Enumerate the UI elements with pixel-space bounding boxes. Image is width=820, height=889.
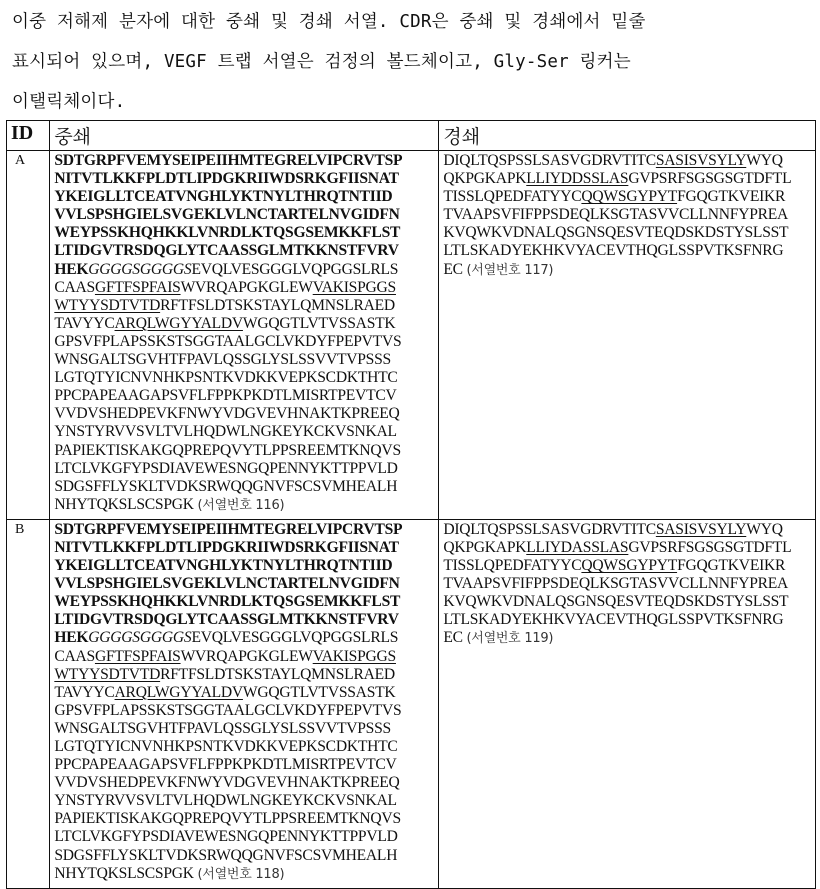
seq-id-label: (서열번호 116): [197, 497, 285, 513]
vegf-trap-line: LTIDGVTRSDQGLYTCAASSGLMTKKNSTFVRV: [54, 242, 399, 260]
sequence-segment: WGQGTLVTVSSASTK: [242, 683, 396, 701]
header-heavy-chain: 중쇄: [50, 121, 439, 151]
sequence-line: SDGSFFLYSKLTVDKSRWQQGNVFSCSVMHEALH: [54, 477, 398, 495]
sequence-segment: RFTFSLDTSKSTAYLQMNSLRAED: [160, 665, 395, 683]
sequence-segment: DIQLTQSPSSLSASVGDRVTITC: [443, 152, 656, 169]
sequence-line: [54, 297, 434, 315]
sequence-line: [54, 648, 434, 666]
vegf-trap-line: NITVTLKKFPLDTLIPDGKRIIWDSRKGFIISNAT: [54, 170, 399, 188]
light-chain-cell: [439, 519, 816, 888]
vegf-trap-line: WEYPSSKHQHKKLVNRDLKTQSGSEMKKFLST: [54, 593, 401, 611]
sequence-line: [443, 539, 811, 557]
sequence-segment: EC: [443, 260, 463, 278]
vegf-trap-line: SDTGRPFVEMYSEIPEIIHMTEGRELVIPCRVTSP: [54, 152, 403, 169]
sequence-line: LGTQTYICNVNHKPSNTKVDKKVEPKSCDKTHTC: [54, 738, 398, 755]
heavy-chain-sequence: [54, 151, 434, 519]
heavy-chain-cell: [50, 519, 439, 888]
cdr-l3: QQWSGYPYT: [581, 557, 678, 575]
sequence-line: [54, 315, 434, 333]
cdr-h3: ARQLWGYYALDV: [114, 683, 243, 701]
sequence-line: PAPIEKTISKAKGQPREPQVYTLPPSREEMTKNQVS: [54, 810, 401, 828]
sequence-segment: RFTFSLDTSKSTAYLQMNSLRAED: [160, 296, 395, 314]
caption-line-3: 이탤릭체이다.: [12, 92, 126, 112]
sequence-segment: QKPGKAPK: [443, 538, 527, 556]
vegf-trap-line: LTIDGVTRSDQGLYTCAASSGLMTKKNSTFVRV: [54, 611, 399, 629]
sequence-segment: WYQ: [746, 520, 783, 538]
light-chain-sequence: [443, 520, 811, 653]
vegf-trap-line: YKEIGLLTCEATVNGHLYKTNYLTHRQTNTIID: [54, 188, 393, 206]
cdr-h1: GFTFSPFAIS: [94, 647, 181, 665]
sequence-line: [443, 557, 811, 575]
gly-ser-linker: GGGGSGGGGS: [88, 260, 192, 278]
row-id: B: [7, 519, 50, 888]
sequence-segment: GVPSRFSGSGSGTDFTL: [628, 170, 792, 188]
sequence-segment: QKPGKAPK: [443, 170, 527, 188]
light-chain-sequence: [443, 151, 811, 284]
vegf-trap-line: WEYPSSKHQHKKLVNRDLKTQSGSEMKKFLST: [54, 224, 401, 242]
sequence-segment: TISSLQPEDFATYYC: [443, 188, 582, 206]
sequence-line: [54, 629, 434, 647]
vegf-trap-line: YKEIGLLTCEATVNGHLYKTNYLTHRQTNTIID: [54, 557, 393, 575]
cdr-h2: WTYYSDTVTD: [54, 296, 161, 314]
sequence-segment: FGQGTKVEIKR: [677, 557, 786, 575]
sequence-line: PPCPAPEAAGAPSVFLFPPKPKDTLMISRTPEVTCV: [54, 756, 397, 774]
cdr-h1: GFTFSPFAIS: [94, 278, 181, 296]
sequence-table: [6, 120, 816, 889]
sequence-line: KVQWKVDNALQSGNSQESVTEQDSKDSTYSLSST: [443, 224, 789, 242]
sequence-line: LGTQTYICNVNHKPSNTKVDKKVEPKSCDKTHTC: [54, 369, 398, 387]
vegf-trap-segment: HEK: [54, 629, 89, 647]
sequence-segment: WVRQAPGKGLEW: [180, 647, 313, 665]
seq-id-label: (서열번호 118): [197, 866, 285, 882]
sequence-line: LTCLVKGFYPSDIAVEWESNGQPENNYKTTPPVLD: [54, 459, 398, 477]
caption-line-2: 표시되어 있으며, VEGF 트랩 서열은 검정의 볼드체이고, Gly-Ser 링커는: [12, 52, 631, 72]
sequence-line: [443, 170, 811, 188]
sequence-line: LTCLVKGFYPSDIAVEWESNGQPENNYKTTPPVLD: [54, 828, 398, 846]
sequence-line: VVDVSHEDPEVKFNWYVDGVEVHNAKTKPREEQ: [54, 405, 400, 423]
heavy-chain-sequence: [54, 520, 434, 888]
vegf-trap-line: NITVTLKKFPLDTLIPDGKRIIWDSRKGFIISNAT: [54, 538, 399, 556]
sequence-segment: NHYTQKSLSCSPGK: [54, 864, 194, 882]
sequence-segment: FGQGTKVEIKR: [677, 188, 786, 206]
sequence-line: KVQWKVDNALQSGNSQESVTEQDSKDSTYSLSST: [443, 593, 789, 611]
vegf-trap-line: VVLSPSHGIELSVGEKLVLNCTARTELNVGIDFN: [54, 575, 400, 593]
sequence-line: PAPIEKTISKAKGQPREPQVYTLPPSREEMTKNQVS: [54, 441, 401, 459]
sequence-segment: GVPSRFSGSGSGTDFTL: [628, 538, 792, 556]
caption-line-1: 이중 저해제 분자에 대한 중쇄 및 경쇄 서열. CDR은 중쇄 및 경쇄에서 밑줄: [12, 12, 646, 32]
sequence-segment: WGQGTLVTVSSASTK: [242, 314, 396, 332]
sequence-line: [54, 261, 434, 279]
sequence-line: WNSGALTSGVHTFPAVLQSSGLYSLSSVVTVPSSS: [54, 719, 391, 737]
sequence-line: YNSTYRVVSVLTVLHQDWLNGKEYKCKVSNKAL: [54, 423, 397, 441]
sequence-segment: CAAS: [54, 647, 95, 665]
sequence-line: SDGSFFLYSKLTVDKSRWQQGNVFSCSVMHEALH: [54, 846, 398, 864]
sequence-line: VVDVSHEDPEVKFNWYVDGVEVHNAKTKPREEQ: [54, 774, 400, 792]
cdr-l1: SASISVSYLY: [655, 520, 747, 538]
cdr-l3: QQWSGYPYT: [581, 188, 678, 206]
cdr-h2: WTYYSDTVTD: [54, 665, 161, 683]
sequence-segment: TAVYYC: [54, 683, 115, 701]
sequence-segment: EVQLVESGGGLVQPGGSLRLS: [191, 260, 399, 278]
seq-id-label: (서열번호 119): [466, 631, 554, 647]
sequence-segment: WVRQAPGKGLEW: [180, 278, 313, 296]
table-row: [7, 151, 816, 520]
heavy-chain-cell: [50, 151, 439, 520]
sequence-line: [54, 666, 434, 684]
vegf-trap-segment: HEK: [54, 260, 89, 278]
sequence-line: GPSVFPLAPSSKSTSGGTAALGCLVKDYFPEPVTVS: [54, 332, 402, 350]
sequence-segment: DIQLTQSPSSLSASVGDRVTITC: [443, 520, 656, 538]
vegf-trap-line: SDTGRPFVEMYSEIPEIIHMTEGRELVIPCRVTSP: [54, 520, 403, 538]
cdr-l2: LLIYDASSLAS: [526, 538, 629, 556]
sequence-line: TVAAPSVFIFPPSDEQLKSGTASVVCLLNNFYPREA: [443, 206, 789, 224]
sequence-line: YNSTYRVVSVLTVLHQDWLNGKEYKCKVSNKAL: [54, 792, 397, 810]
header-id: ID: [7, 121, 50, 151]
light-chain-cell: [439, 151, 816, 520]
sequence-line: [54, 496, 434, 515]
cdr-h2: VAKISPGGS: [312, 278, 396, 296]
sequence-line: [54, 279, 434, 297]
sequence-segment: NHYTQKSLSCSPGK: [54, 495, 194, 513]
table-header-row: [7, 121, 816, 151]
row-id: A: [7, 151, 50, 520]
sequence-line: PPCPAPEAAGAPSVFLFPPKPKDTLMISRTPEVTCV: [54, 387, 397, 405]
sequence-line: [443, 261, 811, 280]
cdr-h2: VAKISPGGS: [312, 647, 396, 665]
sequence-line: [443, 188, 811, 206]
sequence-line: [443, 152, 811, 170]
seq-id-label: (서열번호 117): [466, 262, 554, 278]
cdr-l1: SASISVSYLY: [655, 152, 747, 169]
sequence-segment: TAVYYC: [54, 314, 115, 332]
sequence-line: WNSGALTSGVHTFPAVLQSSGLYSLSSVVTVPSSS: [54, 351, 391, 369]
cdr-h3: ARQLWGYYALDV: [114, 314, 243, 332]
sequence-segment: WYQ: [746, 152, 783, 169]
gly-ser-linker: GGGGSGGGGS: [88, 629, 192, 647]
sequence-line: [443, 629, 811, 648]
sequence-segment: EVQLVESGGGLVQPGGSLRLS: [191, 629, 399, 647]
sequence-segment: EC: [443, 629, 463, 647]
sequence-line: [443, 521, 811, 539]
table-caption: [12, 2, 812, 122]
vegf-trap-line: VVLSPSHGIELSVGEKLVLNCTARTELNVGIDFN: [54, 206, 400, 224]
sequence-line: LTLSKADYEKHKVYACEVTHQGLSSPVTKSFNRG: [443, 611, 784, 629]
sequence-line: [54, 865, 434, 884]
sequence-line: GPSVFPLAPSSKSTSGGTAALGCLVKDYFPEPVTVS: [54, 701, 402, 719]
sequence-segment: CAAS: [54, 278, 95, 296]
sequence-line: LTLSKADYEKHKVYACEVTHQGLSSPVTKSFNRG: [443, 242, 784, 260]
cdr-l2: LLIYDDSSLAS: [526, 170, 629, 188]
sequence-line: TVAAPSVFIFPPSDEQLKSGTASVVCLLNNFYPREA: [443, 575, 789, 593]
sequence-line: [54, 684, 434, 702]
table-row: [7, 519, 816, 888]
sequence-segment: TISSLQPEDFATYYC: [443, 557, 582, 575]
header-light-chain: 경쇄: [439, 121, 816, 151]
